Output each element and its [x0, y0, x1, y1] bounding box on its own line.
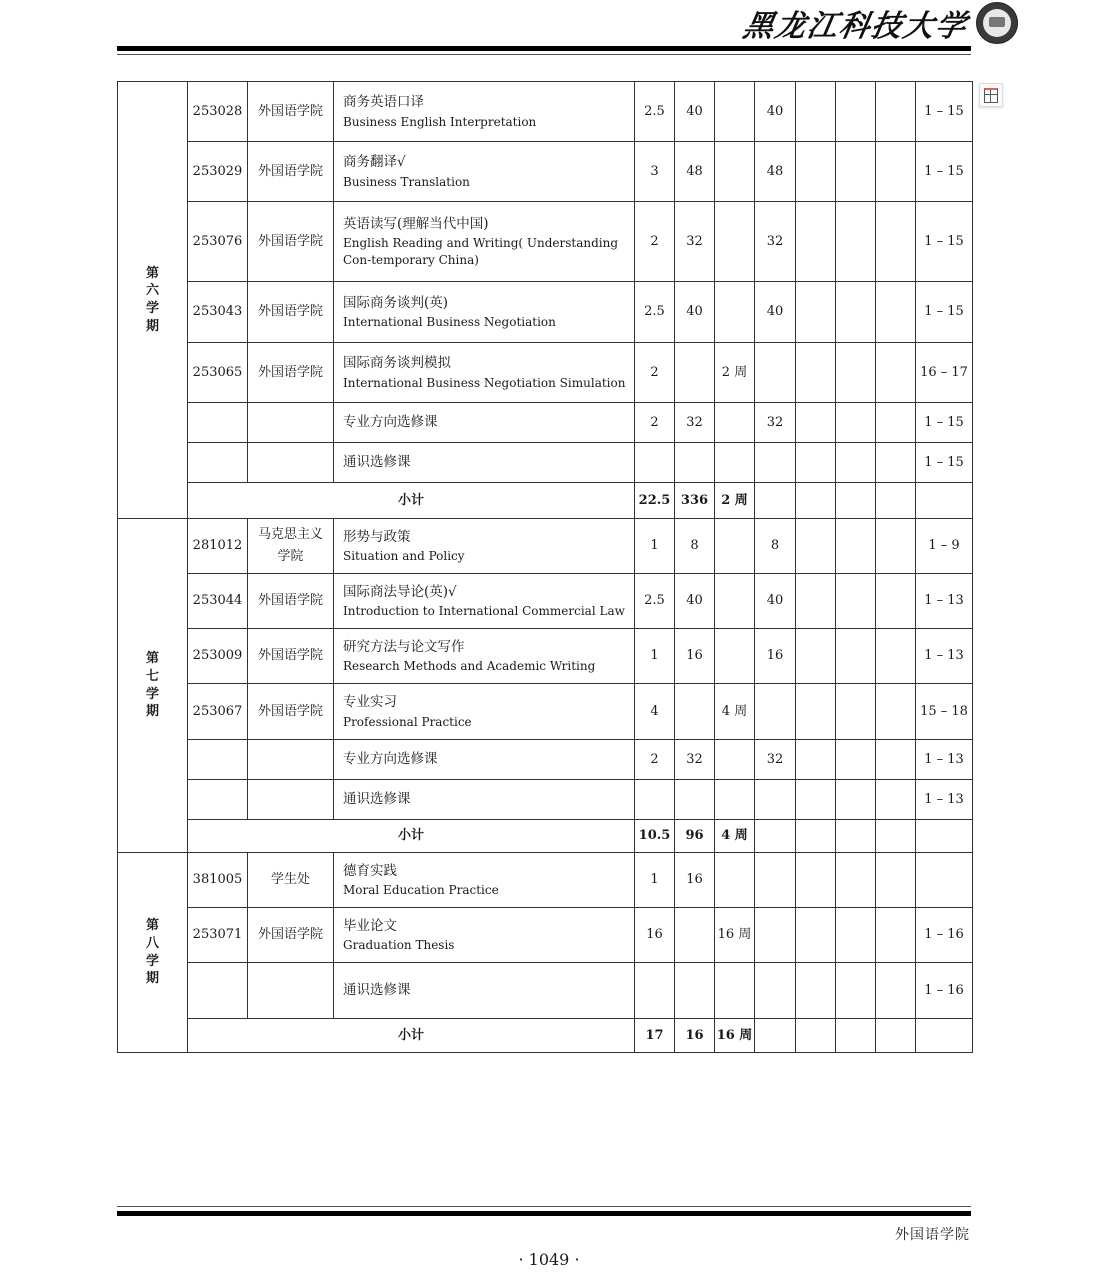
cell-weeks: 16 周: [715, 908, 755, 963]
cell-weeks: [715, 574, 755, 629]
course-name-zh: 通识选修课: [343, 454, 411, 471]
cell-c6: [836, 684, 876, 740]
course-name-zh: 英语读写(理解当代中国): [343, 216, 489, 233]
subtotal-empty-cell: [876, 483, 916, 519]
cell-hours: 40: [675, 574, 715, 629]
cell-c5: [796, 403, 836, 443]
course-code: 253028: [188, 82, 248, 142]
cell-c7: [876, 574, 916, 629]
table-row: [118, 443, 973, 483]
course-name-en: Professional Practice: [343, 714, 472, 729]
subtotal-row: [118, 483, 973, 519]
semester-label: [118, 82, 188, 519]
cell-weeks: [715, 853, 755, 908]
department: [248, 443, 334, 483]
cell-c5: [796, 574, 836, 629]
course-name-en: Situation and Policy: [343, 549, 465, 564]
semester-label-char: 第: [145, 651, 159, 667]
subtotal-empty-cell: [916, 483, 973, 519]
cell-weeks: [715, 519, 755, 574]
cell-lecture: [755, 908, 796, 963]
course-name: [334, 403, 635, 443]
subtotal-row: [118, 1019, 973, 1053]
subtotal-hours: 336: [675, 483, 715, 519]
cell-c7: [876, 684, 916, 740]
table-row: [118, 574, 973, 629]
subtotal-weeks: 4 周: [715, 820, 755, 853]
course-name-zh: 专业方向选修课: [343, 414, 438, 431]
subtotal-empty-cell: [755, 1019, 796, 1053]
course-code: 253067: [188, 684, 248, 740]
cell-lecture: 40: [755, 282, 796, 343]
cell-credits: [635, 443, 675, 483]
course-name-en: Business English Interpretation: [343, 114, 537, 129]
cell-c6: [836, 202, 876, 282]
cell-period: 1 – 15: [916, 142, 973, 202]
cell-c7: [876, 963, 916, 1019]
cell-credits: 4: [635, 684, 675, 740]
cell-c6: [836, 519, 876, 574]
cell-c6: [836, 908, 876, 963]
course-code: [188, 963, 248, 1019]
cell-c6: [836, 443, 876, 483]
cell-c7: [876, 853, 916, 908]
course-code: [188, 740, 248, 780]
department: [248, 780, 334, 820]
course-name: [334, 908, 635, 963]
course-code: [188, 403, 248, 443]
cell-lecture: 48: [755, 142, 796, 202]
course-name-en: International Business Negotiation Simulation: [343, 375, 626, 390]
cell-weeks: [715, 963, 755, 1019]
course-code: 253071: [188, 908, 248, 963]
course-name-zh: 德育实践: [343, 862, 397, 879]
cell-c7: [876, 443, 916, 483]
cell-hours: [675, 908, 715, 963]
cell-c6: [836, 282, 876, 343]
department: 外国语学院: [248, 82, 334, 142]
cell-lecture: 40: [755, 574, 796, 629]
course-name: [334, 684, 635, 740]
cell-hours: 32: [675, 740, 715, 780]
cell-hours: [675, 443, 715, 483]
subtotal-empty-cell: [755, 820, 796, 853]
cell-c6: [836, 853, 876, 908]
subtotal-empty-cell: [836, 483, 876, 519]
course-name: [334, 853, 635, 908]
cell-c5: [796, 343, 836, 403]
cell-weeks: [715, 443, 755, 483]
course-name-zh: 形势与政策: [343, 528, 411, 545]
course-name: [334, 443, 635, 483]
semester-label-char: 第: [145, 265, 159, 281]
cell-hours: [675, 780, 715, 820]
course-code: [188, 443, 248, 483]
department: 马克思主义学院: [248, 519, 334, 574]
subtotal-row: [118, 820, 973, 853]
semester-label-char: 七: [145, 668, 159, 684]
header-rule-thin: [117, 54, 971, 55]
subtotal-empty-cell: [916, 1019, 973, 1053]
semester-label-char: 期: [145, 971, 159, 987]
cell-period: 16 – 17: [916, 343, 973, 403]
course-name-en: Introduction to International Commercial Law: [343, 604, 625, 619]
course-code: 253065: [188, 343, 248, 403]
cell-hours: [675, 343, 715, 403]
subtotal-label: 小计: [188, 820, 635, 853]
course-code: 253009: [188, 629, 248, 684]
cell-period: 1 – 15: [916, 403, 973, 443]
cell-weeks: [715, 142, 755, 202]
footer-department: 外国语学院: [895, 1227, 970, 1243]
course-name: [334, 343, 635, 403]
cell-c7: [876, 908, 916, 963]
subtotal-credits: 10.5: [635, 820, 675, 853]
table-row: [118, 519, 973, 574]
cell-c7: [876, 82, 916, 142]
cell-c5: [796, 908, 836, 963]
cell-credits: 2: [635, 343, 675, 403]
cell-hours: [675, 963, 715, 1019]
cell-lecture: [755, 780, 796, 820]
table-view-icon: [984, 88, 998, 103]
course-name-zh: 专业实习: [343, 694, 397, 711]
cell-c5: [796, 142, 836, 202]
semester-label-char: 期: [145, 318, 159, 334]
cell-c6: [836, 343, 876, 403]
cell-credits: [635, 780, 675, 820]
subtotal-empty-cell: [876, 1019, 916, 1053]
table-row: [118, 343, 973, 403]
course-name-en: Moral Education Practice: [343, 883, 499, 898]
course-name-zh: 毕业论文: [343, 917, 397, 934]
course-name-zh: 国际商务谈判(英): [343, 294, 449, 311]
cell-credits: 2.5: [635, 282, 675, 343]
cell-hours: 32: [675, 202, 715, 282]
university-logo: [740, 2, 1018, 44]
course-name: [334, 519, 635, 574]
course-code: 253029: [188, 142, 248, 202]
cell-hours: 48: [675, 142, 715, 202]
cell-period: 1 – 15: [916, 443, 973, 483]
footer-rule-thin: [117, 1206, 971, 1207]
cell-c7: [876, 780, 916, 820]
cell-c5: [796, 740, 836, 780]
department: [248, 740, 334, 780]
semester-label: [118, 519, 188, 853]
course-name: [334, 82, 635, 142]
table-row: [118, 282, 973, 343]
cell-credits: [635, 963, 675, 1019]
cell-credits: 1: [635, 629, 675, 684]
subtotal-empty-cell: [836, 820, 876, 853]
course-name-zh: 研究方法与论文写作: [343, 638, 465, 655]
cell-c5: [796, 684, 836, 740]
cell-c7: [876, 343, 916, 403]
semester-label-char: 八: [145, 935, 159, 951]
cell-lecture: 40: [755, 82, 796, 142]
cell-hours: 40: [675, 282, 715, 343]
semester-label: [118, 853, 188, 1053]
cell-weeks: [715, 282, 755, 343]
cell-credits: 3: [635, 142, 675, 202]
cell-c7: [876, 202, 916, 282]
cell-c5: [796, 519, 836, 574]
course-name: [334, 282, 635, 343]
subtotal-empty-cell: [755, 483, 796, 519]
course-name-zh: 专业方向选修课: [343, 751, 438, 768]
cell-c6: [836, 82, 876, 142]
cell-c5: [796, 629, 836, 684]
cell-hours: 16: [675, 853, 715, 908]
cell-period: 1 – 9: [916, 519, 973, 574]
cell-credits: 16: [635, 908, 675, 963]
cell-hours: 16: [675, 629, 715, 684]
table-row: [118, 780, 973, 820]
semester-label-char: 学: [145, 686, 159, 702]
department: 外国语学院: [248, 282, 334, 343]
department: 外国语学院: [248, 908, 334, 963]
cell-c5: [796, 780, 836, 820]
cell-period: 1 – 16: [916, 908, 973, 963]
cell-c7: [876, 629, 916, 684]
cell-lecture: [755, 684, 796, 740]
cell-c7: [876, 142, 916, 202]
cell-period: 1 – 13: [916, 574, 973, 629]
cell-lecture: [755, 853, 796, 908]
table-row: [118, 82, 973, 142]
course-name-en: Business Translation: [343, 174, 470, 189]
cell-hours: 32: [675, 403, 715, 443]
subtotal-label: 小计: [188, 483, 635, 519]
cell-c7: [876, 403, 916, 443]
cell-c7: [876, 740, 916, 780]
table-row: [118, 908, 973, 963]
cell-c5: [796, 202, 836, 282]
department: 外国语学院: [248, 202, 334, 282]
university-name-calligraphy: 黑龙江科技大学: [740, 9, 971, 44]
semester-label-char: 学: [145, 953, 159, 969]
cell-weeks: [715, 82, 755, 142]
cell-weeks: 2 周: [715, 343, 755, 403]
course-name: [334, 142, 635, 202]
cell-period: 1 – 16: [916, 963, 973, 1019]
university-seal-icon: [976, 2, 1018, 44]
cell-lecture: 8: [755, 519, 796, 574]
cell-period: 1 – 13: [916, 740, 973, 780]
cell-lecture: [755, 963, 796, 1019]
table-row: [118, 963, 973, 1019]
department: [248, 403, 334, 443]
page-number: · 1049 ·: [518, 1250, 580, 1269]
cell-c6: [836, 740, 876, 780]
cell-c5: [796, 82, 836, 142]
cell-weeks: [715, 202, 755, 282]
cell-credits: 2: [635, 740, 675, 780]
cell-credits: 2: [635, 202, 675, 282]
course-name-en: Graduation Thesis: [343, 938, 455, 953]
course-name-zh: 国际商法导论(英)√: [343, 583, 457, 600]
cell-c6: [836, 780, 876, 820]
curriculum-table: [117, 81, 973, 1053]
cell-weeks: [715, 740, 755, 780]
cell-c7: [876, 519, 916, 574]
cell-c5: [796, 282, 836, 343]
cell-c6: [836, 574, 876, 629]
cell-credits: 2.5: [635, 574, 675, 629]
course-name-zh: 国际商务谈判模拟: [343, 355, 451, 372]
footer-rule-thick: [117, 1211, 971, 1216]
course-code: 381005: [188, 853, 248, 908]
cell-lecture: 32: [755, 202, 796, 282]
cell-period: 1 – 13: [916, 780, 973, 820]
department: 外国语学院: [248, 684, 334, 740]
course-name: [334, 202, 635, 282]
cell-lecture: [755, 343, 796, 403]
table-row: [118, 853, 973, 908]
table-row: [118, 629, 973, 684]
subtotal-hours: 96: [675, 820, 715, 853]
subtotal-empty-cell: [796, 483, 836, 519]
subtotal-empty-cell: [836, 1019, 876, 1053]
cell-credits: 2.5: [635, 82, 675, 142]
subtotal-weeks: 16 周: [715, 1019, 755, 1053]
course-code: 253044: [188, 574, 248, 629]
cell-c5: [796, 963, 836, 1019]
course-name-en: Research Methods and Academic Writing: [343, 659, 596, 674]
header-rule-thick: [117, 46, 971, 51]
course-code: 253043: [188, 282, 248, 343]
subtotal-label: 小计: [188, 1019, 635, 1053]
cell-weeks: [715, 629, 755, 684]
subtotal-hours: 16: [675, 1019, 715, 1053]
cell-period: 1 – 15: [916, 202, 973, 282]
cell-c5: [796, 443, 836, 483]
table-row: [118, 740, 973, 780]
cell-c6: [836, 963, 876, 1019]
department: 外国语学院: [248, 142, 334, 202]
course-code: 281012: [188, 519, 248, 574]
cell-lecture: 32: [755, 403, 796, 443]
course-name: [334, 629, 635, 684]
cell-credits: 1: [635, 853, 675, 908]
subtotal-credits: 17: [635, 1019, 675, 1053]
subtotal-empty-cell: [876, 820, 916, 853]
department: 外国语学院: [248, 629, 334, 684]
cell-period: [916, 853, 973, 908]
course-name-zh: 商务英语口译: [343, 94, 424, 111]
cell-weeks: [715, 403, 755, 443]
cell-period: 1 – 15: [916, 82, 973, 142]
department: 外国语学院: [248, 343, 334, 403]
course-name-en: International Business Negotiation: [343, 315, 556, 330]
subtotal-empty-cell: [796, 820, 836, 853]
table-view-button[interactable]: [979, 83, 1003, 107]
cell-hours: 40: [675, 82, 715, 142]
table-row: [118, 403, 973, 443]
subtotal-weeks: 2 周: [715, 483, 755, 519]
table-row: [118, 202, 973, 282]
cell-lecture: [755, 443, 796, 483]
cell-weeks: 4 周: [715, 684, 755, 740]
subtotal-empty-cell: [916, 820, 973, 853]
course-name-zh: 通识选修课: [343, 791, 411, 808]
cell-lecture: 16: [755, 629, 796, 684]
table-row: [118, 142, 973, 202]
semester-label-char: 期: [145, 704, 159, 720]
cell-lecture: 32: [755, 740, 796, 780]
course-name-en: English Reading and Writing( Understanding Con-temporary China): [343, 236, 619, 267]
course-name: [334, 780, 635, 820]
cell-c6: [836, 629, 876, 684]
course-name-zh: 通识选修课: [343, 982, 411, 999]
cell-credits: 1: [635, 519, 675, 574]
course-name-zh: 商务翻译√: [343, 154, 406, 171]
table-row: [118, 684, 973, 740]
department: [248, 963, 334, 1019]
course-name: [334, 574, 635, 629]
subtotal-empty-cell: [796, 1019, 836, 1053]
cell-c5: [796, 853, 836, 908]
course-code: 253076: [188, 202, 248, 282]
cell-c6: [836, 403, 876, 443]
course-name: [334, 740, 635, 780]
cell-hours: 8: [675, 519, 715, 574]
semester-label-char: 六: [145, 283, 159, 299]
subtotal-credits: 22.5: [635, 483, 675, 519]
department: 学生处: [248, 853, 334, 908]
semester-label-char: 第: [145, 918, 159, 934]
cell-c7: [876, 282, 916, 343]
cell-period: 1 – 15: [916, 282, 973, 343]
cell-period: 1 – 13: [916, 629, 973, 684]
semester-label-char: 学: [145, 301, 159, 316]
course-name: [334, 963, 635, 1019]
cell-period: 15 – 18: [916, 684, 973, 740]
cell-hours: [675, 684, 715, 740]
cell-c6: [836, 142, 876, 202]
cell-weeks: [715, 780, 755, 820]
course-code: [188, 780, 248, 820]
department: 外国语学院: [248, 574, 334, 629]
cell-credits: 2: [635, 403, 675, 443]
